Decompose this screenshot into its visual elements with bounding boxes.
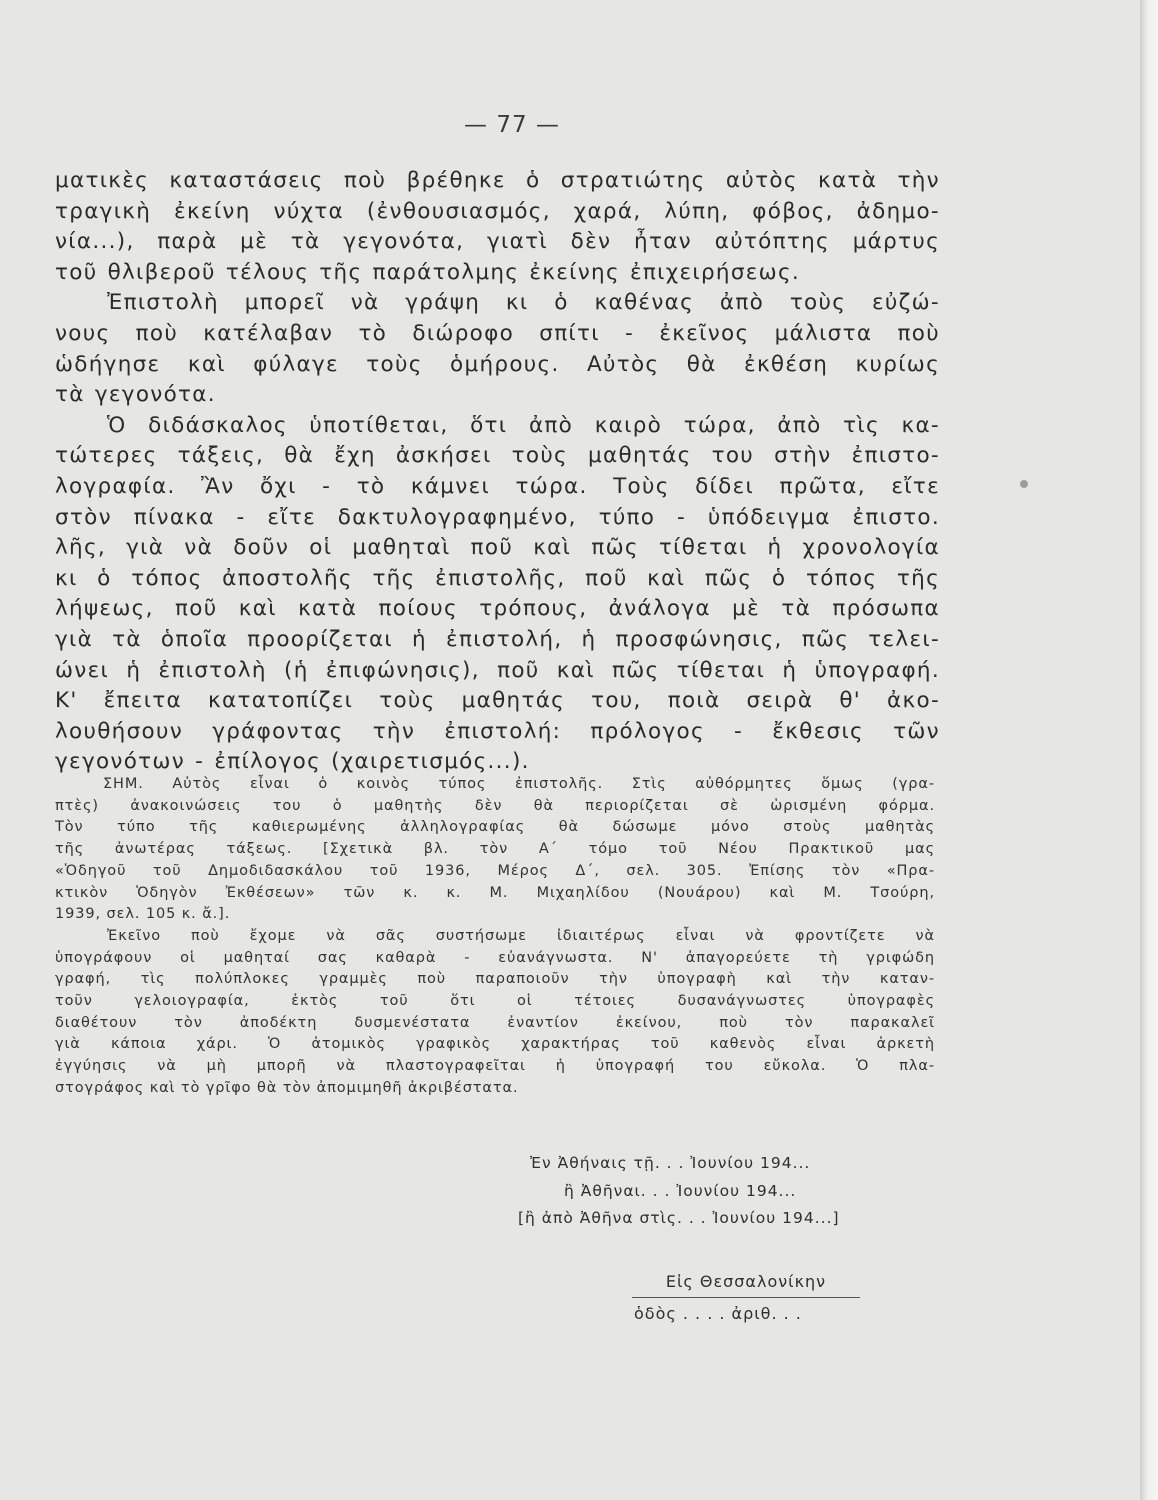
note-line: γιὰ κάποια χάρι. Ὁ ἀτομικὸς γραφικὸς χαρακτήρας τοῦ καθενὸς εἶναι ἀρκετὴ bbox=[55, 1036, 935, 1053]
body-line: νία...), παρὰ μὲ τὰ γεγονότα, γιατὶ δὲν ἦταν αὐτόπτης μάρτυς bbox=[55, 229, 940, 255]
note-line: στογράφος καὶ τὸ γρῖφο θὰ τὸν ἀπομιμηθῆ ἀκριβέστατα. bbox=[55, 1079, 519, 1096]
page-number: — 77 — bbox=[464, 112, 560, 138]
note-line: ἐγγύησις νὰ μὴ μπορῆ νὰ πλαστογραφεῖται ἡ ὑπογραφή του εὔκολα. Ὁ πλα- bbox=[55, 1058, 935, 1075]
note-line: «Ὁδηγοῦ τοῦ Δημοδιδασκάλου τοῦ 1936, Μέρος Δ΄, σελ. 305. Ἐπίσης τὸν «Πρα- bbox=[55, 862, 935, 879]
note-line: τῆς ἀνωτέρας τάξεως. [Σχετικὰ βλ. τὸν Α΄ τόμο τοῦ Νέου Πρακτικοῦ μας bbox=[55, 841, 935, 858]
body-line: λήψεως, ποῦ καὶ κατὰ ποίους τρόπους, ἀνάλογα μὲ τὰ πρόσωπα bbox=[55, 596, 940, 622]
body-line: λῆς, γιὰ νὰ δοῦν οἱ μαθηταὶ ποῦ καὶ πῶς τίθεται ἡ χρονολογία bbox=[55, 535, 940, 561]
body-line: κι ὁ τόπος ἀποστολῆς τῆς ἐπιστολῆς, ποῦ καὶ πῶς ὁ τόπος τῆς bbox=[55, 565, 940, 591]
note-line: ὑπογράφουν οἱ μαθηταί σας καθαρὰ - εὐανάγνωστα. Ν' ἀπαγορεύετε τὴ γριφώδη bbox=[55, 949, 935, 966]
body-line: λογραφία. Ἂν ὄχι - τὸ κάμνει τώρα. Τοὺς δίδει πρῶτα, εἴτε bbox=[55, 473, 940, 499]
address-street: ὁδὸς . . . . ἀριθ. . . bbox=[634, 1304, 802, 1323]
date-line: ἢ Ἀθῆναι. . . Ἰουνίου 194... bbox=[564, 1181, 797, 1200]
date-examples bbox=[480, 1150, 940, 1233]
body-line: λουθήσουν γράφοντας τὴν ἐπιστολή: πρόλογος - ἔκθεσις τῶν bbox=[55, 718, 940, 744]
address-example bbox=[632, 1272, 860, 1323]
body-line: τοῦ θλιβεροῦ τέλους τῆς παράτολμης ἐκείνης ἐπιχειρήσεως. bbox=[55, 259, 801, 285]
body-line: ματικὲς καταστάσεις ποὺ βρέθηκε ὁ στρατιώτης αὐτὸς κατὰ τὴν bbox=[55, 168, 940, 193]
note-line: Τὸν τύπο τῆς καθιερωμένης ἀλληλογραφίας θὰ δώσωμε μόνο στοὺς μαθητὰς bbox=[55, 819, 935, 836]
note-line: κτικὸν Ὁδηγὸν Ἐκθέσεων» τῶν κ. κ. Μ. Μιχαηλίδου (Νουάρου) καὶ Μ. Τσούρη, bbox=[55, 884, 935, 901]
paper-speck bbox=[1020, 480, 1028, 488]
body-line: ὡδήγησε καὶ φύλαγε τοὺς ὁμήρους. Αὐτὸς θὰ ἐκθέση κυρίως bbox=[55, 351, 940, 377]
note-line: Ἐκεῖνο ποὺ ἔχομε νὰ σᾶς συστήσωμε ἰδιαιτέρως εἶναι νὰ φροντίζετε νὰ bbox=[107, 927, 935, 944]
note-line: γραφή, τὶς πολύπλοκες γραμμὲς ποὺ παραποιοῦν τὴν ὑπογραφὴ καὶ τὴν καταν- bbox=[55, 971, 935, 988]
body-line: τραγικὴ ἐκείνη νύχτα (ἐνθουσιασμός, χαρά, λύπη, φόβος, ἀδημο- bbox=[55, 198, 940, 224]
address-city: Εἰς Θεσσαλονίκην bbox=[632, 1272, 860, 1298]
page-edge bbox=[1140, 0, 1158, 1500]
body-line: τὰ γεγονότα. bbox=[55, 382, 216, 408]
body-line: τώτερες τάξεις, θὰ ἔχη ἀσκήσει τοὺς μαθητάς του στὴν ἐπιστο- bbox=[55, 443, 940, 469]
body-text bbox=[55, 166, 940, 778]
body-line: ώνει ἡ ἐπιστολὴ (ἡ ἐπιφώνησις), ποῦ καὶ πῶς τίθεται ἡ ὑπογραφή. bbox=[55, 657, 940, 683]
note-line: διαθέτουν τὸν ἀποδέκτη δυσμενέστατα ἐναντίον ἐκείνου, ποὺ τὸν παρακαλεῖ bbox=[55, 1014, 935, 1031]
note-line: τοῦν γελοιογραφία, ἐκτὸς τοῦ ὅτι οἱ τέτοιες δυσανάγνωστες ὑπογραφὲς bbox=[55, 993, 935, 1010]
note-line: πτὲς) ἀνακοινώσεις του ὁ μαθητὴς δὲν θὰ περιορίζεται σὲ ὡρισμένη φόρμα. bbox=[55, 797, 935, 814]
body-line: στὸν πίνακα - εἴτε δακτυλογραφημένο, τύπο - ὑπόδειγμα ἐπιστο. bbox=[55, 504, 940, 530]
body-line: Ὁ διδάσκαλος ὑποτίθεται, ὅτι ἀπὸ καιρὸ τώρα, ἀπὸ τὶς κα- bbox=[107, 412, 940, 438]
note-line: ΣΗΜ. Αὐτὸς εἶναι ὁ κοινὸς τύπος ἐπιστολῆς. Στὶς αὐθόρμητες ὅμως (γρα- bbox=[103, 776, 935, 792]
date-line: Ἐν Ἀθήναις τῇ. . . Ἰουνίου 194... bbox=[530, 1154, 811, 1172]
date-line: [ἢ ἀπὸ Ἀθῆνα στὶς. . . Ἰουνίου 194...] bbox=[518, 1209, 840, 1227]
body-line: γιὰ τὰ ὁποῖα προορίζεται ἡ ἐπιστολή, ἡ προσφώνησις, πῶς τελει- bbox=[55, 626, 940, 652]
note-line: 1939, σελ. 105 κ. ἄ.]. bbox=[55, 906, 231, 923]
footnote bbox=[55, 774, 935, 1100]
body-line: Κ' ἔπειτα κατατοπίζει τοὺς μαθητάς του, ποιὰ σειρὰ θ' ἀκο- bbox=[55, 688, 940, 714]
body-line: Ἐπιστολὴ μπορεῖ νὰ γράψη κι ὁ καθένας ἀπὸ τοὺς εὐζώ- bbox=[107, 290, 940, 316]
body-line: γεγονότων - ἐπίλογος (χαιρετισμός...). bbox=[55, 749, 530, 775]
body-line: νους ποὺ κατέλαβαν τὸ διώροφο σπίτι - ἐκεῖνος μάλιστα ποὺ bbox=[55, 320, 940, 346]
